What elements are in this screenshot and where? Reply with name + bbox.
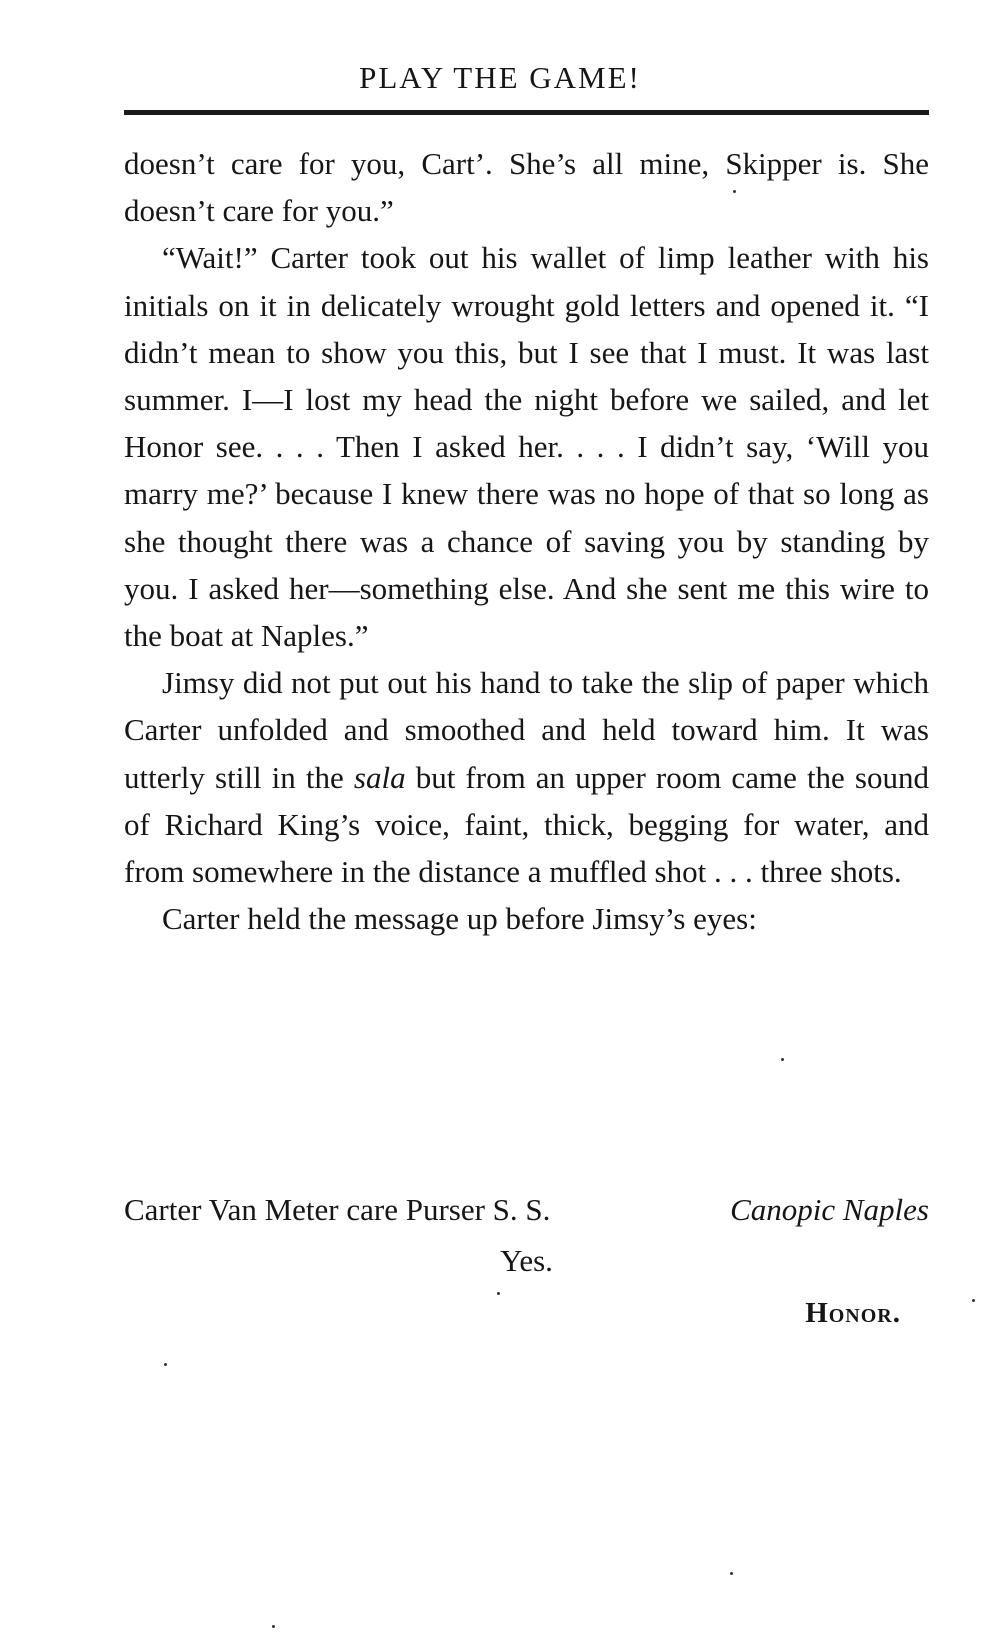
telegram-address-line — [124, 1186, 929, 1233]
body-text — [124, 140, 929, 942]
telegram — [124, 1186, 929, 1337]
paragraph-jimsy-text-before: Jimsy did not put out his hand to take the slip of paper which Carter unfolded and smoothed and held toward him. It was utterly still in the — [124, 665, 929, 795]
telegram-ship-name: Canopic Naples — [730, 1192, 929, 1227]
paragraph-wait: “Wait!” Carter took out his wallet of limp leather with his initials on it in delicately wrought gold letters and opened it. “I didn’t mean to show you this, but I see that I must. It was last summer. I—I lost my head the night before we sailed, and let Honor see. . . . Then I asked her. . . . I didn’t say, ‘Will you marry me?’ because I knew there was no hope of that so long as she thought there was a chance of saving you by standing by you. I asked her—something else. And she sent me this wire to the boat at Naples.” — [124, 240, 929, 654]
telegram-answer: Yes. — [500, 1243, 553, 1278]
header-rule — [124, 110, 929, 115]
paragraph-continuation: doesn’t care for you, Cart’. She’s all mine, Skipper is. She doesn’t care for you.” — [124, 146, 929, 229]
italic-sala: sala — [353, 759, 406, 795]
running-title: PLAY THE GAME! — [359, 60, 641, 95]
paragraph-jimsy — [124, 659, 929, 895]
paragraph-message: Carter held the message up before Jimsy’s eyes: — [162, 901, 757, 937]
paragraph-jimsy-text-after: but from an upper room came the sound of Richard King’s voice, faint, thick, begging for water, and from somewhere in the distance a muffled shot . . . three shots. — [124, 759, 929, 890]
telegram-address: Carter Van Meter care Purser S. S. — [124, 1192, 551, 1227]
telegram-signature: Honor. — [805, 1297, 901, 1329]
